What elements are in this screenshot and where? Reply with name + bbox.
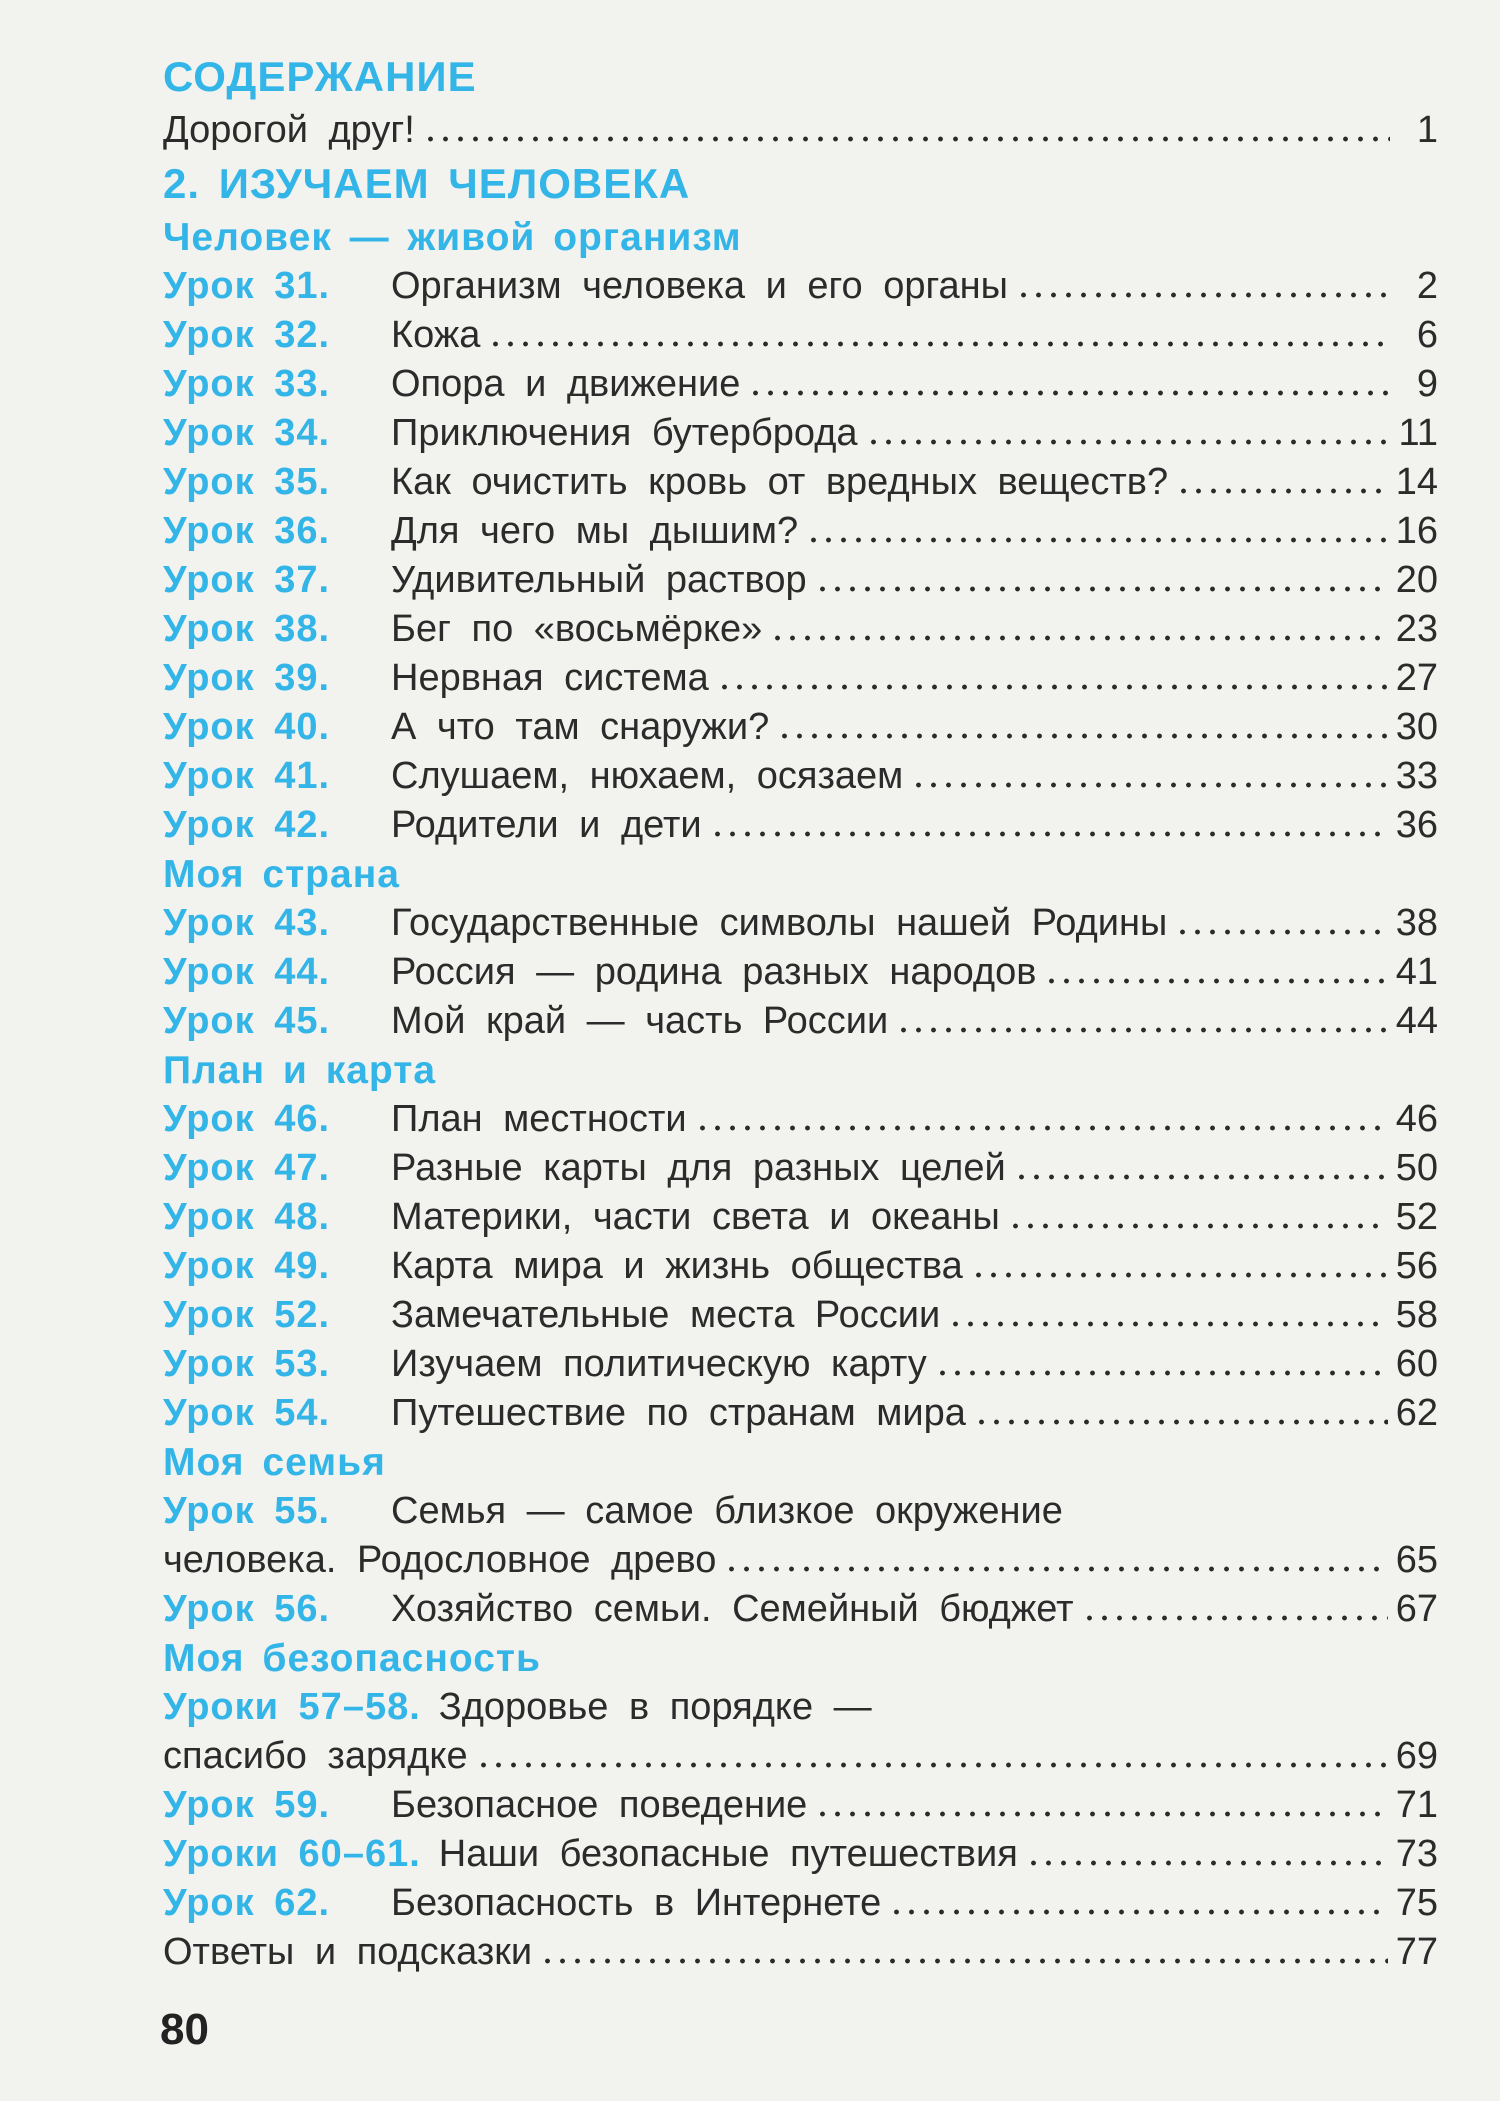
toc-entry-title: Государственные символы нашей Родины <box>391 902 1168 944</box>
dot-leader <box>717 684 1388 690</box>
toc-entry-title: А что там снаружи? <box>391 706 770 748</box>
toc-entry-title: Безопасность в Интернете <box>391 1882 882 1924</box>
toc-entry[interactable] <box>163 1291 1438 1340</box>
toc-entry-title: Семья — самое близкое окружение <box>391 1490 1063 1532</box>
toc-entry-page: 38 <box>1395 902 1438 944</box>
toc-entry-page: 62 <box>1395 1392 1438 1434</box>
toc-entry-title: Дорогой друг! <box>163 109 415 151</box>
toc-entry[interactable] <box>163 1389 1438 1438</box>
section-heading: 2. ИЗУЧАЕМ ЧЕЛОВЕКА <box>163 160 691 207</box>
toc-entry-page: 33 <box>1395 755 1438 797</box>
dot-leader <box>777 733 1388 739</box>
toc-entry[interactable] <box>163 1487 1438 1536</box>
dot-leader <box>540 1958 1388 1964</box>
dot-leader <box>911 782 1387 788</box>
group-heading: Моя безопасность <box>163 1637 541 1680</box>
toc-entry[interactable] <box>163 899 1438 948</box>
toc-entry-continuation[interactable] <box>163 1536 1438 1585</box>
toc-entry-title: Безопасное поведение <box>391 1784 808 1826</box>
dot-leader <box>748 390 1390 396</box>
toc-entry[interactable] <box>163 556 1438 605</box>
dot-leader <box>1082 1615 1388 1621</box>
lesson-number: Уроки 57–58. <box>163 1686 421 1728</box>
toc-entry[interactable] <box>163 997 1438 1046</box>
dot-leader <box>896 1027 1388 1033</box>
dot-leader <box>889 1909 1388 1915</box>
dot-leader <box>815 1811 1387 1817</box>
toc-entry-page: 36 <box>1395 804 1438 846</box>
lesson-number: Урок 53. <box>163 1343 331 1385</box>
toc-entry-page: 6 <box>1416 314 1438 356</box>
dot-leader <box>971 1272 1388 1278</box>
toc-entry-title: Ответы и подсказки <box>163 1931 533 1973</box>
toc-entry-page: 71 <box>1395 1784 1438 1826</box>
toc-entry-page: 50 <box>1395 1147 1438 1189</box>
toc-entry-title: Кожа <box>391 314 481 356</box>
toc-entry-title: Разные карты для разных целей <box>391 1147 1006 1189</box>
toc-entry-title: Слушаем, нюхаем, осязаем <box>391 755 904 797</box>
toc-entry-title: Хозяйство семьи. Семейный бюджет <box>391 1588 1074 1630</box>
toc-entry-title: Нервная система <box>391 657 709 699</box>
toc-entry-title: Россия — родина разных народов <box>391 951 1037 993</box>
toc-entry-page: 44 <box>1395 1000 1438 1042</box>
dot-leader <box>1175 929 1387 935</box>
toc-entry-title: Бег по «восьмёрке» <box>391 608 763 650</box>
toc-entry[interactable] <box>163 1781 1438 1830</box>
toc-entry-page: 67 <box>1395 1588 1438 1630</box>
toc-outro-row[interactable] <box>163 1928 1438 1977</box>
toc-entry-title: План местности <box>391 1098 687 1140</box>
toc-entry-title: Путешествие по странам мира <box>391 1392 966 1434</box>
toc-entry-title: Приключения бутерброда <box>391 412 858 454</box>
toc-entry[interactable] <box>163 703 1438 752</box>
dot-leader <box>815 586 1388 592</box>
lesson-number: Урок 46. <box>163 1098 331 1140</box>
dot-leader <box>935 1370 1388 1376</box>
dot-leader <box>1016 292 1390 298</box>
toc-entry-title-continuation: человека. Родословное древо <box>163 1539 717 1581</box>
toc-entry[interactable] <box>163 801 1438 850</box>
dot-leader <box>476 1762 1388 1768</box>
dot-leader <box>695 1125 1388 1131</box>
lesson-number: Урок 40. <box>163 706 331 748</box>
group-heading: Моя семья <box>163 1441 386 1484</box>
lesson-number: Урок 44. <box>163 951 331 993</box>
toc-entry-title: Материки, части света и океаны <box>391 1196 1000 1238</box>
lesson-number: Урок 33. <box>163 363 331 405</box>
toc-entry-page: 41 <box>1395 951 1438 993</box>
page-number: 80 <box>160 2005 209 2054</box>
toc-entry[interactable] <box>163 507 1438 556</box>
toc-entry-page: 75 <box>1395 1882 1438 1924</box>
group-heading: Человек — живой организм <box>163 216 742 259</box>
toc-entry-page: 11 <box>1398 412 1438 454</box>
dot-leader <box>974 1419 1388 1425</box>
toc-entry[interactable] <box>163 1879 1438 1928</box>
lesson-number: Урок 47. <box>163 1147 331 1189</box>
toc-entry-page: 30 <box>1395 706 1438 748</box>
toc-entry[interactable] <box>163 1340 1438 1389</box>
toc-entry[interactable] <box>163 1144 1438 1193</box>
lesson-number: Урок 62. <box>163 1882 331 1924</box>
toc-entry-page: 16 <box>1395 510 1438 552</box>
dot-leader <box>1176 488 1388 494</box>
lesson-number: Урок 35. <box>163 461 331 503</box>
lesson-number: Урок 52. <box>163 1294 331 1336</box>
toc-entry[interactable] <box>163 1585 1438 1634</box>
lesson-number: Урок 39. <box>163 657 331 699</box>
toc-entry-title: Для чего мы дышим? <box>391 510 799 552</box>
table-of-contents <box>163 48 1438 1977</box>
toc-entry[interactable] <box>163 605 1438 654</box>
lesson-number: Урок 32. <box>163 314 331 356</box>
toc-entry-page: 58 <box>1395 1294 1438 1336</box>
toc-entry[interactable] <box>163 1830 1438 1879</box>
lesson-number: Урок 43. <box>163 902 331 944</box>
toc-entry-page: 27 <box>1395 657 1438 699</box>
toc-entry-title: Как очистить кровь от вредных веществ? <box>391 461 1169 503</box>
toc-entry-page: 20 <box>1395 559 1438 601</box>
lesson-number: Уроки 60–61. <box>163 1833 421 1875</box>
toc-entry-title: Наши безопасные путешествия <box>438 1833 1018 1875</box>
dot-leader <box>423 136 1390 142</box>
toc-entry-continuation[interactable] <box>163 1732 1438 1781</box>
dot-leader <box>1026 1860 1388 1866</box>
toc-entry[interactable] <box>163 458 1438 507</box>
group-heading: План и карта <box>163 1049 437 1092</box>
lesson-number: Урок 41. <box>163 755 331 797</box>
toc-entry[interactable] <box>163 1193 1438 1242</box>
toc-entry-title: Мой край — часть России <box>391 1000 889 1042</box>
toc-entry[interactable] <box>163 654 1438 703</box>
dot-leader <box>866 439 1390 445</box>
toc-entry-page: 52 <box>1395 1196 1438 1238</box>
toc-entry[interactable] <box>163 409 1438 458</box>
lesson-number: Урок 34. <box>163 412 331 454</box>
toc-entry[interactable] <box>163 262 1438 311</box>
lesson-number: Урок 42. <box>163 804 331 846</box>
group-heading: Моя страна <box>163 853 400 896</box>
dot-leader <box>1008 1223 1388 1229</box>
toc-entry-page: 23 <box>1395 608 1438 650</box>
toc-entry-title-continuation: спасибо зарядке <box>163 1735 468 1777</box>
toc-groups <box>163 213 1438 1928</box>
toc-entry-page: 56 <box>1395 1245 1438 1287</box>
dot-leader <box>710 831 1388 837</box>
toc-entry-page: 9 <box>1416 363 1438 405</box>
toc-entry-page: 14 <box>1395 461 1438 503</box>
toc-entry[interactable] <box>163 752 1438 801</box>
toc-entry[interactable] <box>163 948 1438 997</box>
toc-entry[interactable] <box>163 1683 1438 1732</box>
toc-entry[interactable] <box>163 1095 1438 1144</box>
lesson-number: Урок 45. <box>163 1000 331 1042</box>
dot-leader <box>1014 1174 1388 1180</box>
toc-title: СОДЕРЖАНИЕ <box>163 53 477 100</box>
toc-entry-title: Замечательные места России <box>391 1294 941 1336</box>
toc-entry[interactable] <box>163 311 1438 360</box>
dot-leader <box>806 537 1388 543</box>
toc-entry-page: 60 <box>1395 1343 1438 1385</box>
lesson-number: Урок 56. <box>163 1588 331 1630</box>
toc-entry-page: 46 <box>1395 1098 1438 1140</box>
dot-leader <box>770 635 1387 641</box>
lesson-number: Урок 31. <box>163 265 331 307</box>
dot-leader <box>1044 978 1387 984</box>
toc-entry-title: Удивительный раствор <box>391 559 807 601</box>
toc-entry-title: Здоровье в порядке — <box>438 1686 872 1728</box>
toc-entry-page: 69 <box>1395 1735 1438 1777</box>
toc-entry-page: 77 <box>1395 1931 1438 1973</box>
lesson-number: Урок 48. <box>163 1196 331 1238</box>
dot-leader <box>724 1566 1387 1572</box>
lesson-number: Урок 38. <box>163 608 331 650</box>
toc-entry-title: Родители и дети <box>391 804 702 846</box>
toc-entry-page: 73 <box>1395 1833 1438 1875</box>
dot-leader <box>488 341 1390 347</box>
lesson-number: Урок 54. <box>163 1392 331 1434</box>
toc-entry[interactable] <box>163 360 1438 409</box>
toc-entry[interactable] <box>163 1242 1438 1291</box>
toc-entry-page: 2 <box>1416 265 1438 307</box>
toc-entry-title: Карта мира и жизнь общества <box>391 1245 963 1287</box>
lesson-number: Урок 37. <box>163 559 331 601</box>
toc-intro-row[interactable] <box>163 106 1438 155</box>
toc-entry-page: 1 <box>1416 109 1438 151</box>
lesson-number: Урок 59. <box>163 1784 331 1826</box>
toc-entry-title: Опора и движение <box>391 363 741 405</box>
dot-leader <box>948 1321 1388 1327</box>
toc-entry-page: 65 <box>1395 1539 1438 1581</box>
lesson-number: Урок 49. <box>163 1245 331 1287</box>
lesson-number: Урок 36. <box>163 510 331 552</box>
lesson-number: Урок 55. <box>163 1490 331 1532</box>
toc-entry-title: Организм человека и его органы <box>391 265 1008 307</box>
toc-entry-title: Изучаем политическую карту <box>391 1343 927 1385</box>
